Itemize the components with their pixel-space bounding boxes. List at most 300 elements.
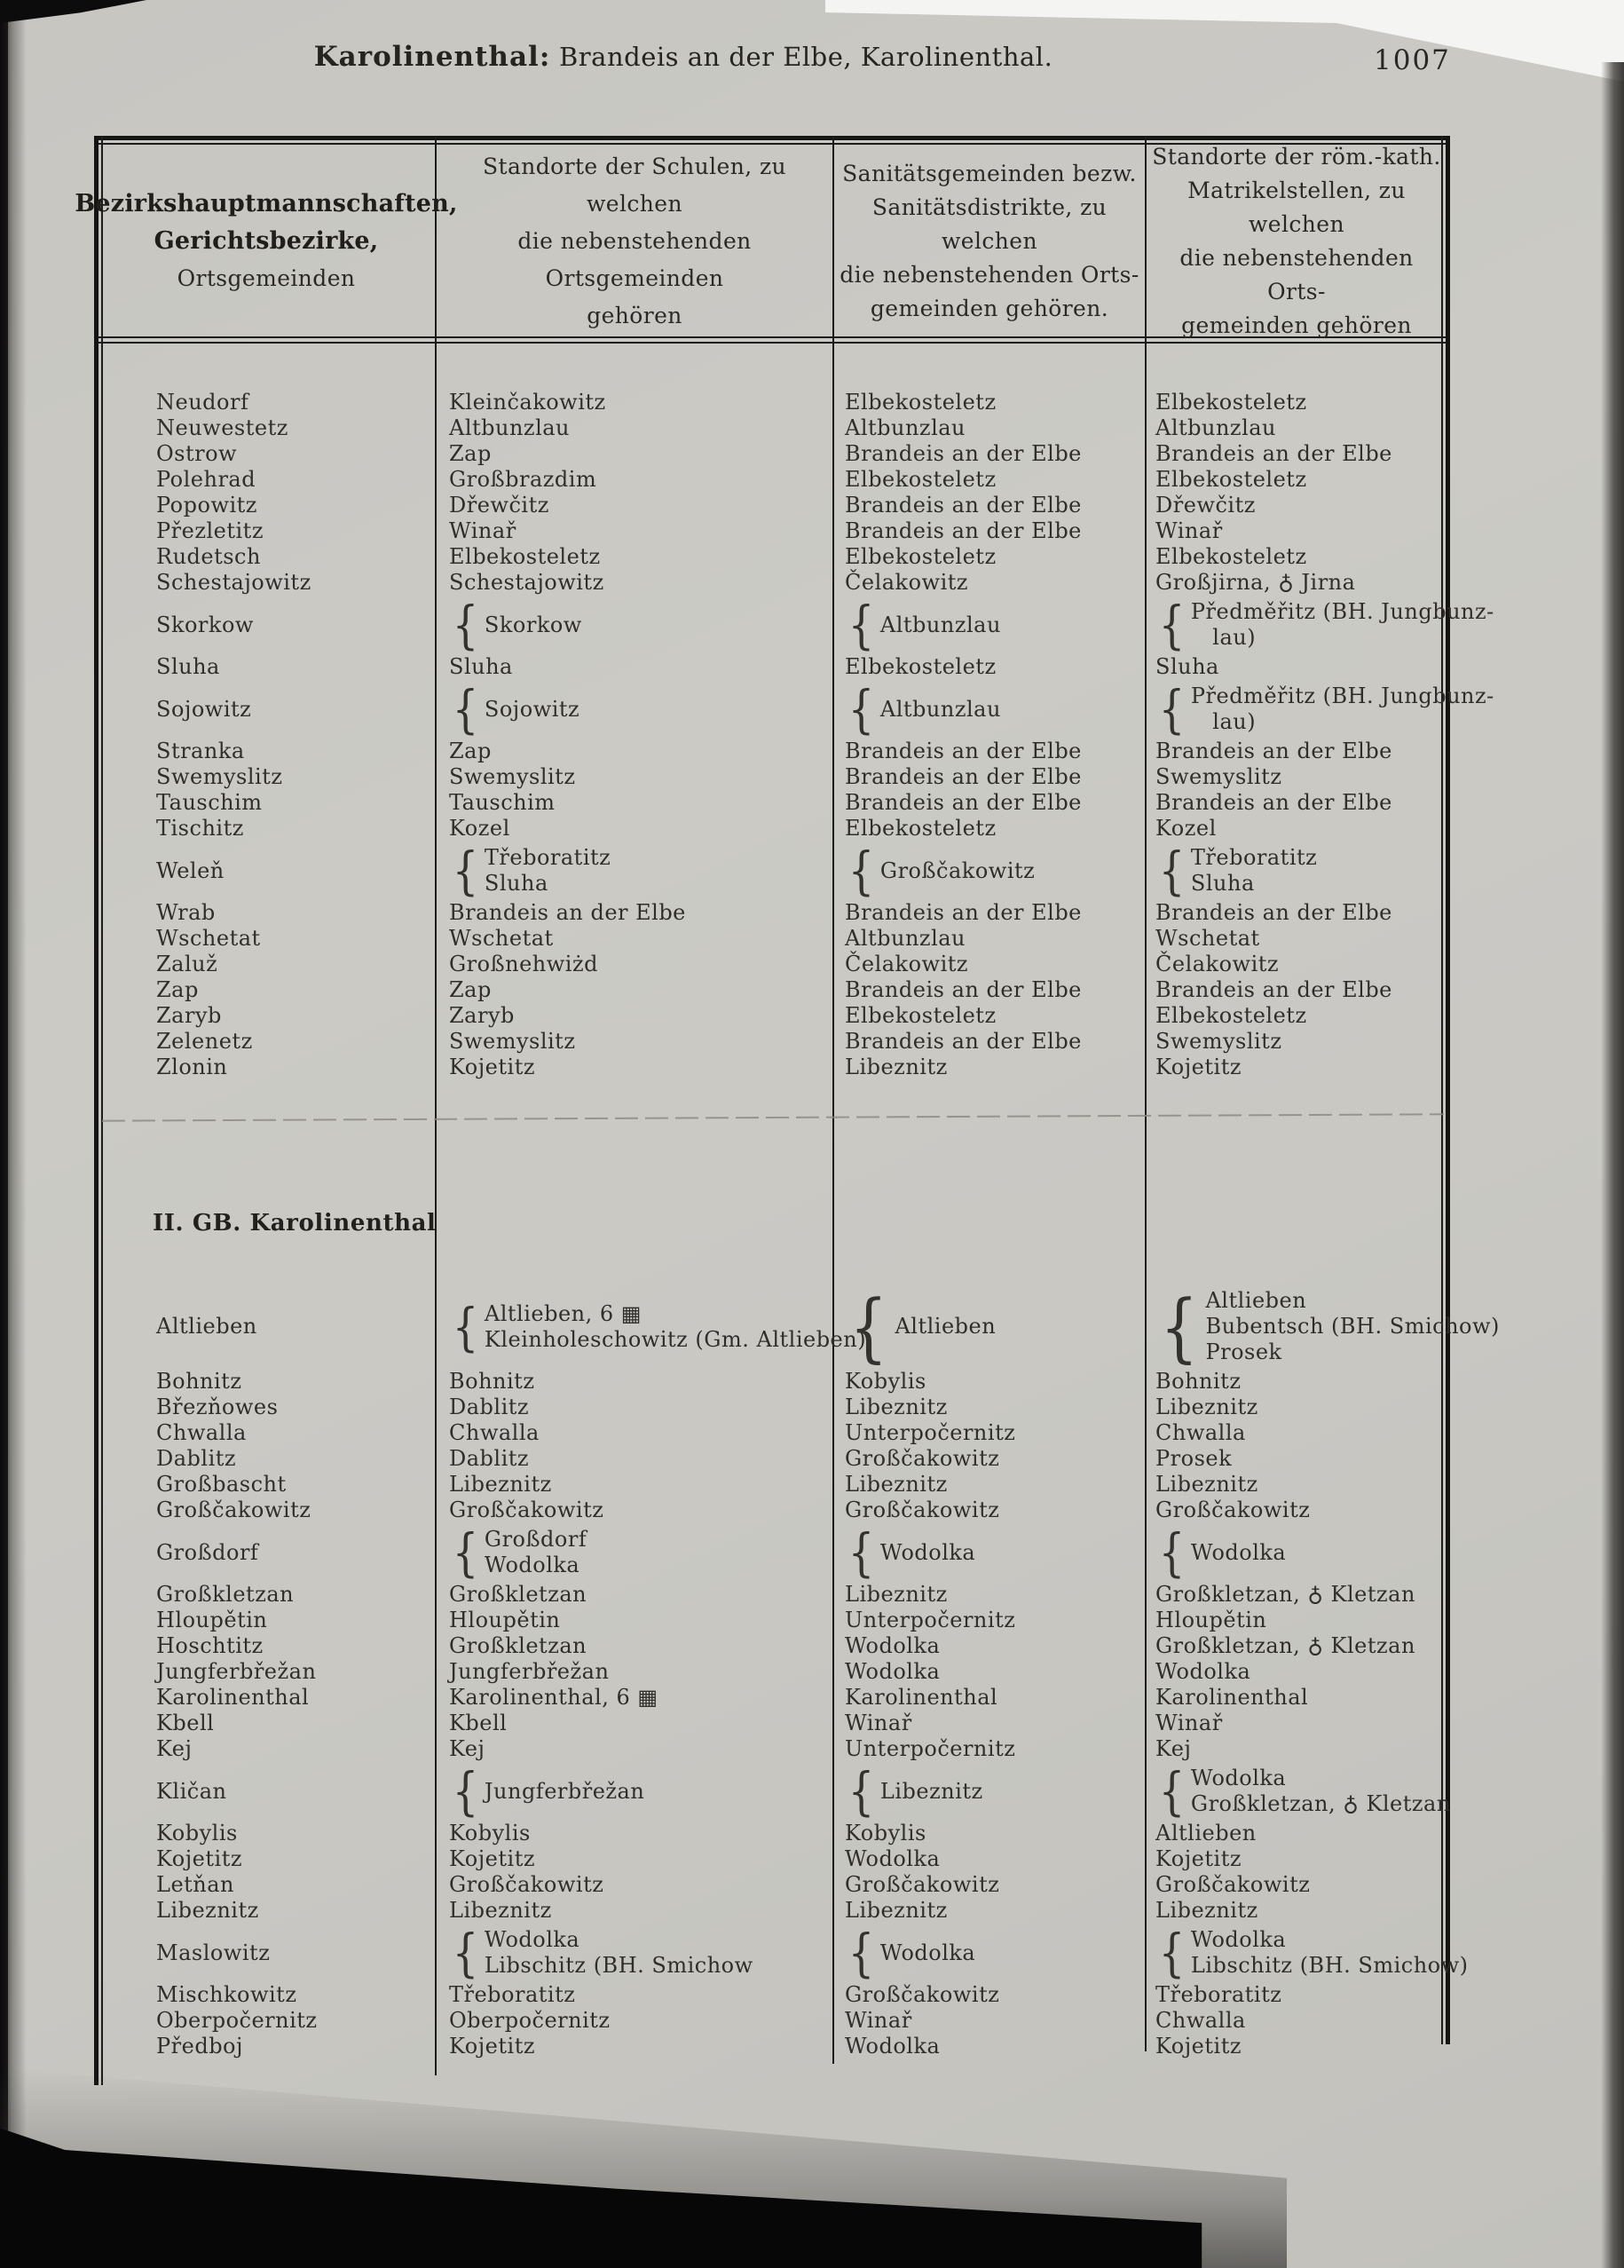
grouping-brace: {: [452, 595, 479, 655]
grouping-brace: {: [1158, 1923, 1186, 1983]
cell-line: Elbekosteletz: [845, 816, 997, 841]
table-cell: [435, 1420, 832, 1446]
table-row: [98, 1420, 1447, 1446]
table-cell: [832, 952, 1145, 977]
cell-line: Brandeis an der Elbe: [845, 518, 1082, 543]
table-cell: [98, 764, 435, 790]
cell-line: Polehrad: [156, 467, 256, 492]
table-row: [98, 1761, 1451, 1822]
cell-line: Swemyslitz: [1155, 1029, 1282, 1054]
cell-line: Dřewčitz: [1155, 493, 1256, 518]
grouping-brace: {: [847, 1923, 875, 1983]
table-cell: [98, 1472, 435, 1498]
cell-line: Großbrazdim: [449, 467, 597, 492]
cell-line: Unterpočernitz: [845, 1736, 1016, 1761]
cell-line: Großkletzan: [449, 1582, 587, 1607]
cell-line: Kojetitz: [1155, 2034, 1242, 2059]
table-cell: [1145, 1898, 1447, 1924]
cell-line: Unterpočernitz: [845, 1608, 1016, 1632]
cell-line: Elbekosteletz: [449, 544, 601, 569]
cell-line: Winař: [845, 2008, 912, 2033]
table-cell: [98, 518, 435, 544]
cell-line: Brandeis an der Elbe: [845, 764, 1082, 789]
cell-line: Sluha: [1190, 871, 1255, 896]
table-cell: [832, 2008, 1145, 2034]
table-cell: [435, 467, 832, 493]
table-cell: [832, 1283, 1145, 1371]
table-row: [98, 977, 1447, 1003]
cell-line: Zap: [156, 977, 199, 1002]
table-cell: [1145, 415, 1447, 441]
table-cell: [1145, 764, 1447, 790]
table-row: [98, 1498, 1447, 1523]
cell-line: Großkletzan: [449, 1633, 587, 1658]
grouping-brace: {: [452, 679, 479, 739]
cell-line: Kbell: [156, 1711, 215, 1735]
table-cell: [1145, 441, 1447, 467]
cell-line: Elbekosteletz: [1155, 390, 1307, 415]
table-cell: [435, 1055, 832, 1080]
cell-line: Brandeis an der Elbe: [1155, 441, 1392, 466]
table-cell: [832, 493, 1145, 518]
table-cell: [435, 1982, 832, 2008]
table-row: [98, 1659, 1447, 1685]
cell-line: Großčakowitz: [449, 1872, 604, 1897]
cell-line: Großčakowitz: [845, 1872, 1000, 1897]
table-row: [98, 1055, 1447, 1080]
cell-line: Kojetitz: [449, 1846, 535, 1871]
table-cell: [98, 1940, 435, 1966]
cell-line: Elbekosteletz: [845, 467, 997, 492]
table-cell: [98, 415, 435, 441]
cell-line: Hloupětin: [449, 1608, 561, 1632]
cell-line: Unterpočernitz: [845, 1420, 1016, 1445]
cell-line: Libeznitz: [1155, 1395, 1258, 1419]
table-cell: [435, 1872, 832, 1898]
cell-line: Kozel: [449, 816, 510, 841]
cell-line: Tischitz: [156, 816, 244, 841]
cell-line: Libeznitz: [449, 1898, 552, 1923]
cell-line: Letňan: [156, 1872, 235, 1897]
cell-line: Zap: [449, 739, 492, 763]
table-cell: [1145, 952, 1447, 977]
table-cell: [98, 1736, 435, 1762]
cell-line: Rudetsch: [156, 544, 261, 569]
cell-line: Brandeis an der Elbe: [845, 900, 1082, 925]
cell-line: Zaluž: [156, 952, 218, 976]
table-cell: [98, 1003, 435, 1029]
cell-line: Altbunzlau: [879, 612, 1001, 637]
cell-line: Oberpočernitz: [449, 2008, 611, 2033]
grouping-brace: {: [1158, 595, 1186, 655]
table-cell: [98, 2008, 435, 2034]
table-cell: [98, 697, 435, 723]
table-cell: [435, 1369, 832, 1395]
cell-line: Karolinenthal: [1155, 1685, 1309, 1710]
table-cell: [435, 739, 832, 764]
table-cell: [98, 493, 435, 518]
table-row: [98, 441, 1447, 467]
table-row: [98, 1872, 1447, 1898]
cell-line: Zelenetz: [156, 1029, 253, 1054]
cell-line: Libeznitz: [845, 1055, 948, 1079]
table-row: [98, 1003, 1447, 1029]
table-cell: [1145, 1283, 1500, 1371]
cell-line: Wodolka: [484, 1927, 580, 1952]
table-cell: [435, 790, 832, 816]
table-cell: [832, 679, 1145, 739]
cell-line: Kleinčakowitz: [449, 390, 606, 415]
header-line: gehören: [587, 303, 682, 328]
table-cell: [832, 1369, 1145, 1395]
header-line: Sanitätsdistrikte, zu welchen: [871, 194, 1108, 254]
table-row: [98, 739, 1447, 764]
table-cell: [98, 858, 435, 884]
cell-line: Kojetitz: [449, 1055, 535, 1079]
table-row: [98, 1846, 1447, 1872]
table-cell: [832, 1923, 1145, 1983]
table-cell: [98, 1659, 435, 1685]
table-row: [98, 900, 1447, 926]
table-row: [98, 1472, 1447, 1498]
table-cell: [1145, 900, 1447, 926]
table-row: [98, 493, 1447, 518]
cell-line: Jungferbřežan: [156, 1659, 317, 1684]
cell-line: Brandeis an der Elbe: [845, 493, 1082, 518]
page-title-bold: Karolinenthal:: [313, 41, 551, 73]
page-number: 1007: [1374, 44, 1451, 76]
grouping-brace: {: [452, 1522, 479, 1583]
cell-line: Libeznitz: [156, 1898, 259, 1923]
table-cell: [98, 926, 435, 952]
cell-line: Hoschtitz: [156, 1633, 264, 1658]
cell-line: Großjirna, ♁ Jirna: [1155, 570, 1356, 595]
cell-line: Předboj: [156, 2034, 243, 2059]
cell-line: Dablitz: [449, 1446, 530, 1471]
cell-line: Libeznitz: [1155, 1472, 1258, 1497]
table-cell: [1145, 654, 1447, 680]
cell-line: Předměřitz (BH. Jungbunz-: [1190, 684, 1494, 708]
table-cell: [832, 926, 1145, 952]
table-cell: [98, 1711, 435, 1736]
table-cell: [832, 1446, 1145, 1472]
grouping-brace: {: [452, 1923, 479, 1983]
table-cell: [435, 952, 832, 977]
table-cell: [435, 1846, 832, 1872]
table-row: [98, 467, 1447, 493]
cell-line: Altbunzlau: [1155, 415, 1277, 440]
header-col-schools: [438, 151, 831, 332]
table-row: [98, 390, 1447, 415]
table-cell: [1145, 1761, 1451, 1822]
cell-line: Libeznitz: [879, 1778, 983, 1804]
cell-line: Winař: [1155, 1711, 1223, 1735]
table-row: [98, 1608, 1447, 1633]
header-line: gemeinden gehören: [1181, 312, 1412, 338]
cell-line: Kobylis: [156, 1821, 238, 1845]
table-row: [98, 952, 1447, 977]
table-cell: [1145, 1029, 1447, 1055]
grouping-brace: {: [1160, 1283, 1199, 1371]
cell-line: Karolinenthal: [845, 1685, 998, 1710]
header-line: Gerichtsbezirke,: [154, 227, 379, 255]
header-line: die nebenstehenden Orts-: [840, 262, 1139, 288]
cell-line: Čelakowitz: [1155, 952, 1280, 976]
table-row: [98, 1395, 1447, 1420]
table-cell: [98, 1369, 435, 1395]
page-title: [257, 41, 1109, 73]
grouping-brace: {: [847, 1522, 875, 1583]
table-cell: [98, 1420, 435, 1446]
table-cell: [1145, 1420, 1447, 1446]
grouping-brace: {: [1158, 679, 1186, 739]
header-line: Standorte der Schulen, zu welchen: [482, 154, 787, 217]
table-cell: [435, 816, 832, 842]
table-cell: [1145, 816, 1447, 842]
table-cell: [435, 1608, 832, 1633]
header-col-parish: [1148, 144, 1445, 338]
cell-line: Libeznitz: [845, 1472, 948, 1497]
table-cell: [98, 654, 435, 680]
table-cell: [832, 467, 1145, 493]
table-cell: [1145, 595, 1494, 655]
cell-line: Jungferbřežan: [484, 1778, 645, 1804]
table-row: [98, 1283, 1500, 1371]
cell-line: Altlieben: [156, 1314, 257, 1339]
table-cell: [435, 441, 832, 467]
cell-line: Sluha: [1155, 654, 1219, 679]
table-row: [98, 1898, 1447, 1924]
table-cell: [832, 1736, 1145, 1762]
header-col-sanitary: [836, 151, 1143, 332]
cell-line: Jungferbřežan: [449, 1659, 610, 1684]
table-cell: [1145, 1711, 1447, 1736]
table-cell: [435, 2008, 832, 2034]
table-cell: [1145, 926, 1447, 952]
table-cell: [832, 544, 1145, 570]
cell-line: Altbunzlau: [845, 415, 966, 440]
table-row: [98, 1821, 1447, 1846]
table-cell: [1145, 1472, 1447, 1498]
table-cell: [832, 1711, 1145, 1736]
cell-line: Altbunzlau: [449, 415, 571, 440]
grouping-brace: {: [847, 1761, 875, 1822]
cell-line: Altbunzlau: [879, 696, 1001, 722]
table-cell: [832, 1608, 1145, 1633]
table-cell: [435, 1761, 832, 1822]
cell-line: Tauschim: [449, 790, 556, 815]
table-cell: [1145, 1821, 1447, 1846]
table-cell: [98, 1029, 435, 1055]
table-cell: [832, 1872, 1145, 1898]
table-cell: [832, 816, 1145, 842]
table-row: [98, 415, 1447, 441]
cell-line: Elbekosteletz: [845, 544, 997, 569]
cell-line: Chwalla: [1155, 2008, 1246, 2033]
table-cell: [1145, 544, 1447, 570]
table-row: [98, 1029, 1447, 1055]
cell-line: Winař: [1155, 518, 1223, 543]
table-cell: [1145, 1608, 1447, 1633]
table-cell: [1145, 467, 1447, 493]
table-cell: [98, 739, 435, 764]
cell-line: Wodolka: [484, 1553, 580, 1577]
header-line: Ortsgemeinden: [177, 265, 356, 291]
cell-line: Großčakowitz: [1155, 1872, 1311, 1897]
cell-line: Brandeis an der Elbe: [845, 739, 1082, 763]
table-cell: [1145, 1685, 1447, 1711]
table-cell: [98, 467, 435, 493]
cell-line: Großkletzan, ♁ Kletzan: [1155, 1633, 1415, 1658]
table-row: [98, 841, 1447, 901]
table-cell: [1145, 570, 1447, 596]
table-row: [98, 595, 1494, 655]
cell-line: Elbekosteletz: [845, 1003, 997, 1028]
cell-line: Swemyslitz: [449, 764, 576, 789]
cell-line: Altlieben: [895, 1314, 997, 1339]
table-row: [98, 2034, 1447, 2059]
table-cell: [435, 1685, 832, 1711]
table-cell: [435, 518, 832, 544]
table-cell: [832, 1498, 1145, 1523]
header-line: Bezirkshauptmannschaften,: [75, 190, 458, 217]
table-cell: [1145, 1582, 1447, 1608]
cell-line: Libeznitz: [845, 1898, 948, 1923]
grouping-brace: {: [452, 841, 479, 901]
cell-line: Wschetat: [156, 926, 261, 951]
cell-line: Libeznitz: [845, 1395, 948, 1419]
table-cell: [98, 790, 435, 816]
cell-line: Winař: [449, 518, 516, 543]
cell-line: Brandeis an der Elbe: [845, 977, 1082, 1002]
grouping-brace: {: [452, 1296, 479, 1357]
cell-line: Hloupětin: [156, 1608, 268, 1632]
cell-line: Wodolka: [1190, 1539, 1287, 1565]
cell-line: Swemyslitz: [156, 764, 283, 789]
table-cell: [832, 1522, 1145, 1583]
table-cell: [1145, 1498, 1447, 1523]
table-row: [98, 544, 1447, 570]
cell-line: Oberpočernitz: [156, 2008, 318, 2033]
cell-line: Chwalla: [1155, 1420, 1246, 1445]
table-cell: [98, 1055, 435, 1080]
table-cell: [1145, 1872, 1447, 1898]
cell-line: Großčakowitz: [845, 1446, 1000, 1471]
table-row: [98, 570, 1447, 596]
cell-line: Großčakowitz: [845, 1498, 1000, 1522]
cell-line: Wodolka: [879, 1539, 976, 1565]
table-block: [98, 390, 1494, 1080]
table-cell: [435, 1633, 832, 1659]
table-cell: [98, 441, 435, 467]
table-cell: [832, 1003, 1145, 1029]
cell-line: Brandeis an der Elbe: [1155, 977, 1392, 1002]
table-cell: [98, 1779, 435, 1805]
header-col-districts: [75, 151, 458, 332]
table-cell: [832, 1898, 1145, 1924]
cell-line: Libeznitz: [449, 1472, 552, 1497]
cell-line: Wodolka: [845, 2034, 941, 2059]
cell-line: Třeboratitz: [1190, 845, 1318, 870]
cell-line: Brandeis an der Elbe: [845, 790, 1082, 815]
cell-line: Ostrow: [156, 441, 238, 466]
cell-line: lau): [1190, 709, 1257, 734]
scan-edge-left-line: [0, 0, 8, 2268]
cell-line: Kozel: [1155, 816, 1217, 841]
cell-line: Zaryb: [449, 1003, 515, 1028]
cell-line: Schestajowitz: [156, 570, 311, 595]
table-cell: [832, 518, 1145, 544]
table-cell: [98, 1540, 435, 1566]
table-cell: [98, 816, 435, 842]
cell-line: Swemyslitz: [449, 1029, 576, 1054]
table-row: [98, 1982, 1447, 2008]
table-cell: [1145, 1736, 1447, 1762]
scan-corner-blob: [0, 0, 146, 23]
cell-line: Stranka: [156, 739, 245, 763]
cell-line: Großnehwiżd: [449, 952, 598, 976]
table-cell: [435, 764, 832, 790]
cell-line: Hloupětin: [1155, 1608, 1267, 1632]
table-cell: [98, 1685, 435, 1711]
table-row: [98, 926, 1447, 952]
grouping-brace: {: [1158, 1522, 1186, 1583]
cell-line: Zap: [449, 977, 492, 1002]
cell-line: Březňowes: [156, 1395, 279, 1419]
cell-line: Wodolka: [1155, 1659, 1251, 1684]
cell-line: Sluha: [484, 871, 548, 896]
grouping-brace: {: [452, 1761, 479, 1822]
table-cell: [1145, 518, 1447, 544]
cell-line: Bohnitz: [1155, 1369, 1242, 1394]
table-cell: [435, 926, 832, 952]
table-cell: [832, 415, 1145, 441]
table-cell: [832, 595, 1145, 655]
table-cell: [98, 1582, 435, 1608]
table-cell: [98, 977, 435, 1003]
cell-line: Großbascht: [156, 1472, 287, 1497]
cell-line: Altbunzlau: [845, 926, 966, 951]
cell-line: Wodolka: [1190, 1766, 1287, 1790]
table-cell: [98, 1821, 435, 1846]
table-cell: [832, 1420, 1145, 1446]
table-cell: [98, 570, 435, 596]
cell-line: Třeboratitz: [484, 845, 611, 870]
table-cell: [435, 900, 832, 926]
cell-line: Dablitz: [156, 1446, 237, 1471]
cell-line: Großkletzan, ♁ Kletzan: [1190, 1791, 1451, 1816]
table-cell: [1145, 1395, 1447, 1420]
cell-line: Altlieben, 6 ▦: [484, 1300, 642, 1326]
table-row: [98, 816, 1447, 842]
cell-line: Karolinenthal, 6 ▦: [449, 1685, 658, 1710]
table-cell: [1145, 493, 1447, 518]
table-cell: [98, 1314, 435, 1339]
table-cell: [832, 900, 1145, 926]
table-cell: [1145, 1923, 1469, 1983]
table-cell: [832, 1472, 1145, 1498]
table-cell: [1145, 2008, 1447, 2034]
table-cell: [435, 654, 832, 680]
header-line: die nebenstehenden Ortsgemeinden: [517, 228, 752, 291]
table-cell: [98, 1633, 435, 1659]
cell-line: Sojowitz: [484, 696, 580, 722]
cell-line: Tauschim: [156, 790, 263, 815]
header-line: Standorte der röm.-kath.: [1152, 144, 1441, 170]
table-cell: [435, 1821, 832, 1846]
grouping-brace: {: [847, 595, 875, 655]
table-cell: [832, 1582, 1145, 1608]
